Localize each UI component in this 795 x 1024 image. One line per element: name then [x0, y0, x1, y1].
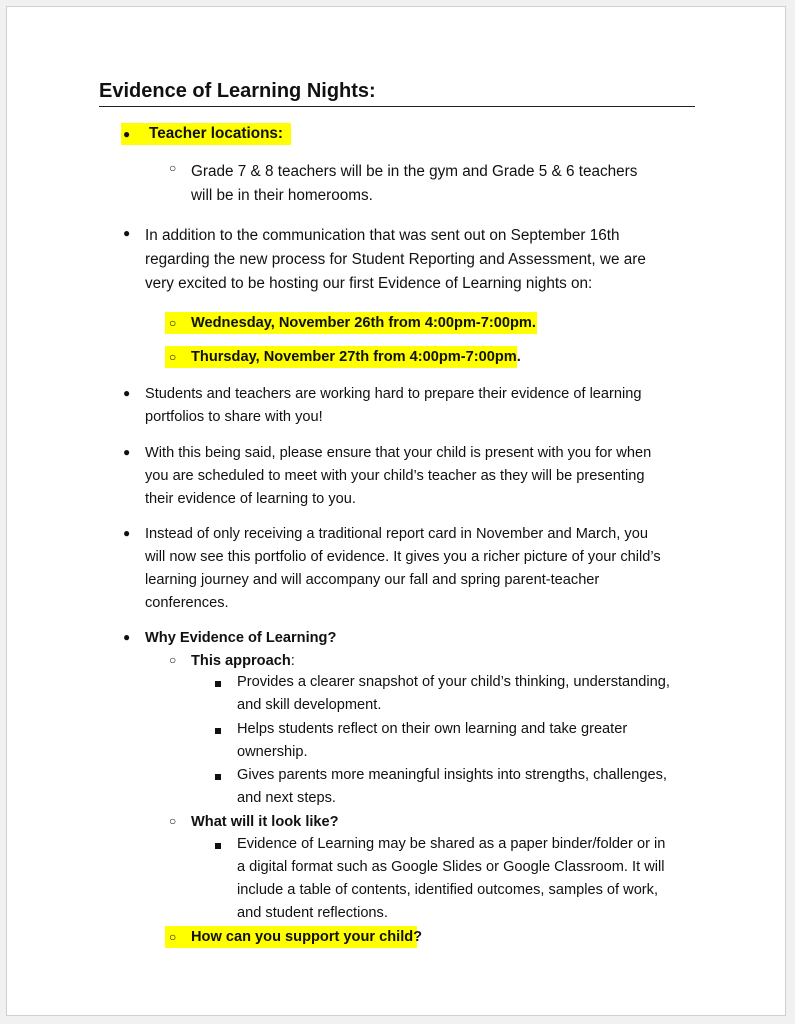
instead-line-3: learning journey and will accompany our fall and spring parent-teacher: [145, 572, 600, 588]
circle-marker: ○: [169, 930, 177, 944]
teacher-locations-heading: Teacher locations:: [149, 125, 284, 142]
ensure-line-2: you are scheduled to meet with your child’s teacher as they will be presenting: [145, 468, 645, 484]
students-line-2: portfolios to share with you!: [145, 409, 323, 425]
bullet-marker: ●: [123, 127, 131, 141]
approach-heading: [191, 650, 295, 674]
page-title: Evidence of Learning Nights:: [99, 80, 695, 107]
look-heading: What will it look like?: [191, 814, 339, 830]
bullet-marker: ●: [123, 226, 131, 240]
circle-marker: ○: [169, 814, 177, 828]
look-line-4: and student reflections.: [237, 905, 388, 921]
students-line-1: Students and teachers are working hard to prepare their evidence of learning: [145, 386, 642, 402]
square-marker: [215, 676, 221, 690]
approach-point-3-line-1: Gives parents more meaningful insights into strengths, challenges,: [237, 767, 667, 783]
approach-colon: :: [290, 653, 295, 669]
square-marker: [215, 723, 221, 737]
look-line-2: a digital format such as Google Slides or Google Classroom. It will: [237, 859, 665, 875]
look-line-1: Evidence of Learning may be shared as a paper binder/folder or in: [237, 836, 666, 852]
circle-marker: ○: [169, 350, 177, 364]
date-1: Wednesday, November 26th from 4:00pm-7:00pm.: [191, 315, 536, 331]
ensure-line-1: With this being said, please ensure that your child is present with you for when: [145, 445, 652, 461]
approach-point-2-line-1: Helps students reflect on their own learning and take greater: [237, 721, 628, 737]
circle-marker: ○: [169, 653, 177, 667]
circle-marker: ○: [169, 316, 177, 330]
bullet-marker: ●: [123, 630, 131, 644]
bullet-marker: ●: [123, 526, 131, 540]
locations-line-1: Grade 7 & 8 teachers will be in the gym and Grade 5 & 6 teachers: [191, 163, 638, 180]
approach-point-3-line-2: and next steps.: [237, 790, 336, 806]
square-marker: [215, 838, 221, 852]
locations-line-2: will be in their homerooms.: [191, 187, 373, 204]
bullet-marker: ●: [123, 386, 131, 400]
approach-label: This approach: [191, 653, 291, 669]
ensure-line-3: their evidence of learning to you.: [145, 491, 356, 507]
instead-line-2: will now see this portfolio of evidence. It gives you a richer picture of your child’s: [145, 549, 661, 565]
document-page: [6, 6, 786, 1016]
comm-line-1: In addition to the communication that was sent out on September 16th: [145, 227, 620, 244]
support-heading: How can you support your child?: [191, 929, 423, 945]
approach-point-2-line-2: ownership.: [237, 744, 308, 760]
approach-point-1-line-1: Provides a clearer snapshot of your child’s thinking, understanding,: [237, 674, 670, 690]
circle-marker: ○: [169, 161, 177, 175]
bullet-marker: ●: [123, 445, 131, 459]
square-marker: [215, 769, 221, 783]
comm-line-3: very excited to be hosting our first Evidence of Learning nights on:: [145, 275, 593, 292]
instead-line-4: conferences.: [145, 595, 229, 611]
instead-line-1: Instead of only receiving a traditional report card in November and March, you: [145, 526, 648, 542]
date-2: Thursday, November 27th from 4:00pm-7:00pm.: [191, 349, 521, 365]
look-line-3: include a table of contents, identified outcomes, samples of work,: [237, 882, 659, 898]
approach-point-1-line-2: and skill development.: [237, 697, 382, 713]
comm-line-2: regarding the new process for Student Reporting and Assessment, we are: [145, 251, 646, 268]
why-heading: Why Evidence of Learning?: [145, 630, 337, 646]
